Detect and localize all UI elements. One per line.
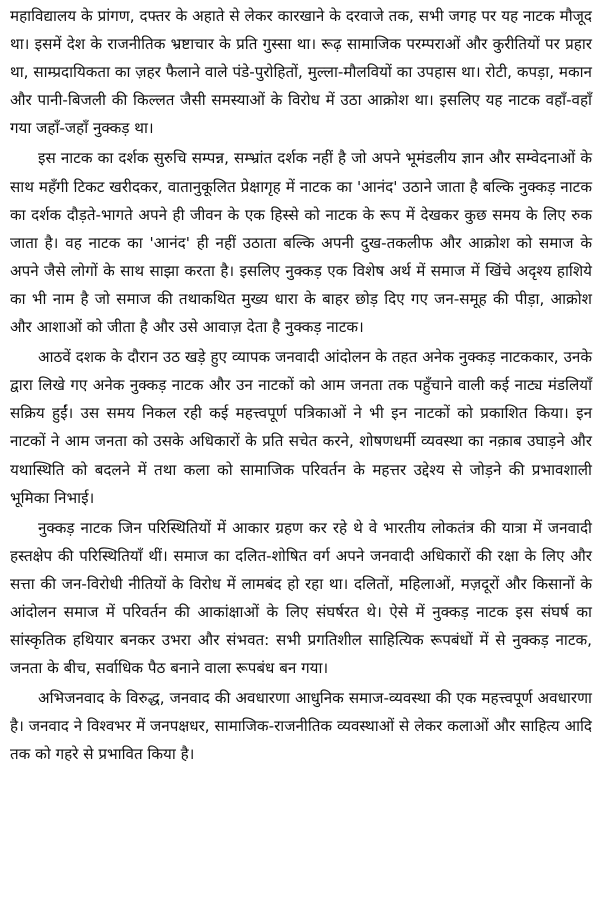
paragraph-3: आठवें दशक के दौरान उठ खड़े हुए व्यापक जनवादी आंदोलन के तहत अनेक नुक्कड़ नाटककार, उनके द्वारा लिखे गए अनेक नुक्कड़ नाटक और उन नाटकों को आम जनता तक पहुँचाने वाली कई नाट्य मंडलियाँ सक्रिय हुईं। उस समय निकल रही कई महत्त्वपूर्ण पत्रिकाओं ने भी इन नाटकों को प्रकाशित किया। इन नाटकों ने आम जनता को उसके अधिकारों के प्रति सचेत करने, शोषणधर्मी व्यवस्था का नक़ाब उघाड़ने और यथास्थिति को बदलने में तथा कला को सामाजिक परिवर्तन के महत्तर उद्देश्य से जोड़ने की प्रभावशाली भूमिका निभाई। xyxy=(10,348,592,507)
paragraph-1: महाविद्यालय के प्रांगण, दफ्तर के अहाते से लेकर कारखाने के दरवाजे तक, सभी जगह पर यह नाटक मौजूद था। इसमें देश के राजनीतिक भ्रष्टाचार के प्रति गुस्सा था। रूढ़ सामाजिक परम्पराओं और कुरीतियों पर प्रहार था, साम्प्रदायिकता का ज़हर फैलाने वाले पंडे-पुरोहितों, मुल्ला-मौलवियों का उपहास था। रोटी, कपड़ा, मकान और पानी-बिजली की किल्लत जैसी समस्याओं के विरोध में उठा आक्रोश था। इसलिए यह नाटक वहाँ-वहाँ गया जहाँ-जहाँ नुक्कड़ था। xyxy=(10,7,592,138)
paragraph-5: अभिजनवाद के विरुद्ध, जनवाद की अवधारणा आधुनिक समाज-व्यवस्था की एक महत्त्वपूर्ण अवधारणा है। जनवाद ने विश्वभर में जनपक्षधर, सामाजिक-राजनीतिक व्यवस्थाओं से लेकर कलाओं और साहित्य आदि तक को गहरे से प्रभावित किया है। xyxy=(10,689,592,764)
paragraph-2: इस नाटक का दर्शक सुरुचि सम्पन्न, सम्भ्रांत दर्शक नहीं है जो अपने भूमंडलीय ज्ञान और सम्वेदनाओं के साथ महँगी टिकट खरीदकर, वातानुकूलित प्रेक्षागृह में नाटक का 'आनंद' उठाने जाता है बल्कि नुक्कड़ नाटक का दर्शक दौड़ते-भागते अपने ही जीवन के एक हिस्से को नाटक के रूप में देखकर कुछ समय के लिए रुक जाता है। वह नाटक का 'आनंद' ही नहीं उठाता बल्कि अपनी दुख-तकलीफ और आक्रोश को समाज के अपने जैसे लोगों के साथ साझा करता है। इसलिए नुक्कड़ एक विशेष अर्थ में समाज में खिंचे अदृश्य हाशिये का भी नाम है जो समाज की तथाकथित मुख्य धारा के बाहर छोड़ दिए गए जन-समूह की पीड़ा, आक्रोश और आशाओं को जीता है और उसे आवाज़ देता है नुक्कड़ नाटक। xyxy=(10,149,592,337)
paragraph-4: नुक्कड़ नाटक जिन परिस्थितियों में आकार ग्रहण कर रहे थे वे भारतीय लोकतंत्र की यात्रा में जनवादी हस्तक्षेप की परिस्थितियाँ थीं। समाज का दलित-शोषित वर्ग अपने जनवादी अधिकारों की रक्षा के लिए और सत्ता की जन-विरोधी नीतियों के विरोध में लामबंद हो रहा था। दलितों, महिलाओं, मज़दूरों और किसानों के आंदोलन समाज में परिवर्तन की आकांक्षाओं के लिए संघर्षरत थे। ऐसे में नुक्कड़ नाटक इस संघर्ष का सांस्कृतिक हथियार बनकर उभरा और संभवत: सभी प्रगतिशील साहित्यिक रूपबंधों में से नुक्कड़ नाटक, जनता के बीच, सर्वाधिक पैठ बनाने वाला रूपबंध बन गया। xyxy=(10,518,592,678)
